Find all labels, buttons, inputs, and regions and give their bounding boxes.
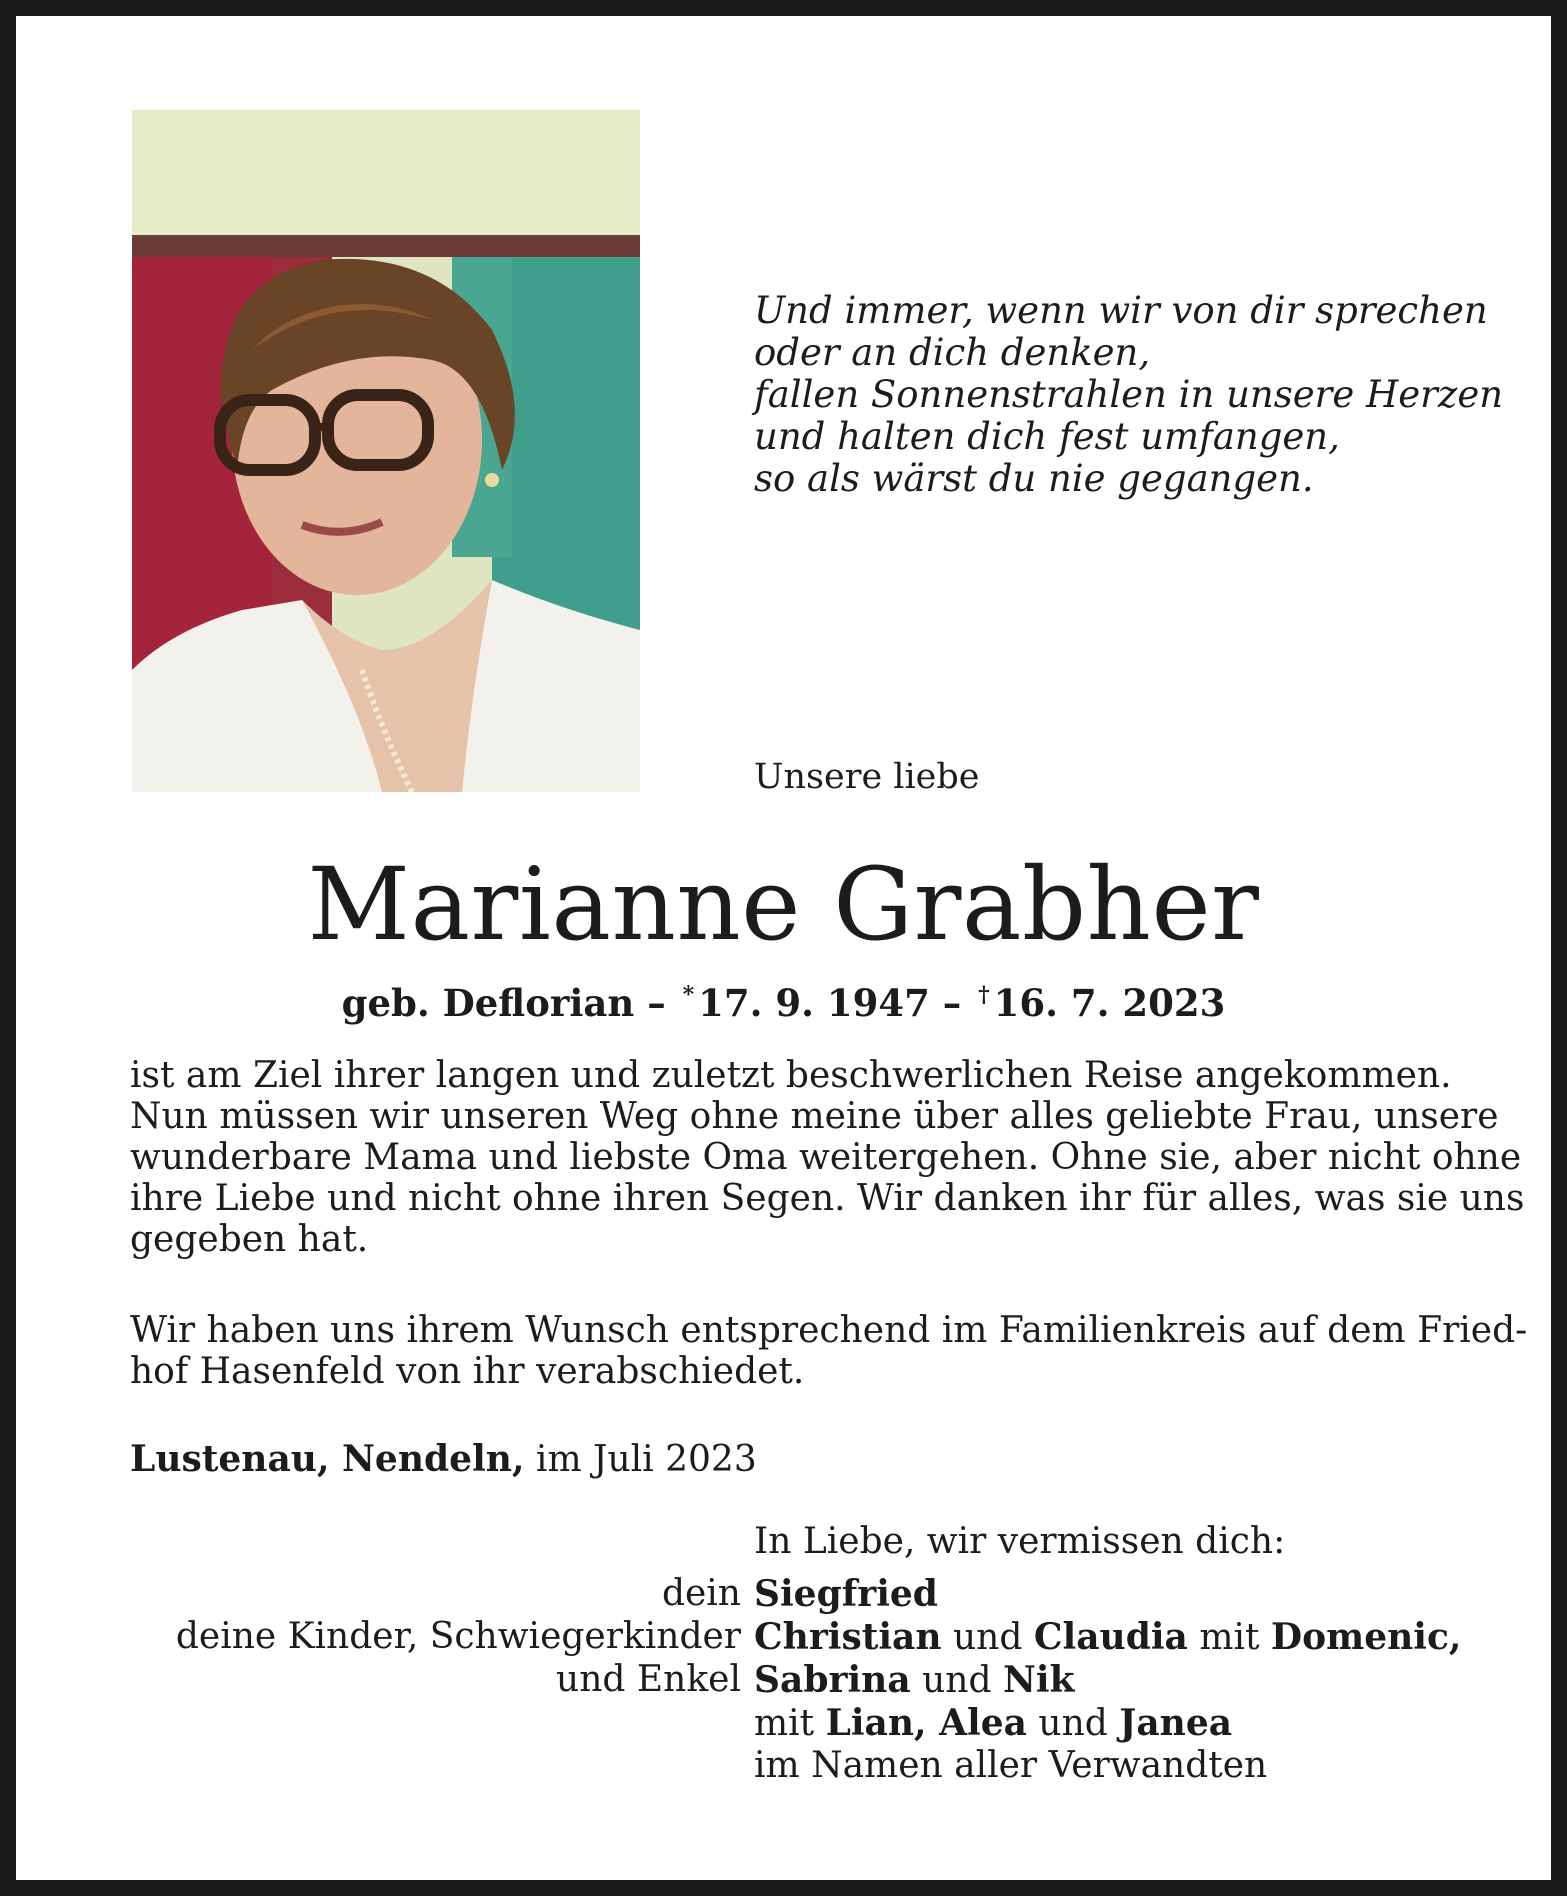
paragraph-line: hof Hasenfeld von ihr verabschiedet. [130,1351,805,1392]
mourner-name: Janea [1119,1702,1233,1744]
portrait-photo-icon [132,110,640,792]
death-date: 16. 7. 2023 [993,981,1226,1025]
closing-line: In Liebe, wir vermissen dich: [754,1521,1286,1562]
mourner-row [130,1702,1510,1745]
paragraph-line: Wir haben uns ihrem Wunsch entsprechend im Familienkreis auf dem Fried- [130,1310,1528,1351]
mourner-name: Domenic, [1270,1616,1462,1658]
mourner-name: Lian, Alea [825,1702,1027,1744]
place-date [130,1437,757,1482]
relation-label: und Enkel [556,1659,741,1700]
mourner-row [130,1616,1510,1659]
quote-line: oder an dich denken, [754,331,1151,374]
deceased-name: Marianne Grabher [307,846,1260,963]
relatives-note: im Namen aller Verwandten [754,1745,1268,1786]
dash: – [929,981,975,1025]
mourners-list [130,1573,1510,1787]
mourner-row [130,1659,1510,1702]
memorial-quote [754,289,1504,500]
mourner-row [130,1573,1510,1616]
relation-label: deine Kinder, Schwiegerkinder [175,1616,741,1657]
birth-symbol: * [682,982,695,1008]
quote-line: fallen Sonnenstrahlen in unsere Herzen [754,373,1504,416]
quote-line: und halten dich fest umfangen, [754,415,1340,458]
mourner-name: Claudia [1033,1616,1188,1658]
dash: – [634,981,679,1025]
death-symbol: † [978,982,990,1008]
life-dates [0,972,1567,1026]
mourner-name: Christian [754,1616,942,1658]
place-names: Lustenau, Nendeln, [130,1438,525,1480]
connector: mit [754,1703,826,1744]
intro-text: Unsere liebe [754,757,980,797]
quote-line: so als wärst du nie gegangen. [754,457,1314,500]
connector: mit [1187,1617,1271,1658]
mourner-name: Sabrina [754,1659,911,1701]
quote-line: Und immer, wenn wir von dir sprechen [754,289,1488,332]
connector: und [1026,1703,1120,1744]
paragraph-line: Nun müssen wir unseren Weg ohne meine über alles geliebte Frau, unsere [130,1096,1499,1137]
paragraph-line: ist am Ziel ihrer langen und zuletzt beschwerlichen Reise angekommen. [130,1055,1452,1096]
connector: und [941,1617,1034,1658]
paragraph-line: ihre Liebe und nicht ohne ihren Segen. Wir danken ihr für alles, was sie uns [130,1178,1525,1219]
connector: und [910,1660,1003,1701]
farewell-paragraph [130,1310,1528,1392]
place-date-text: im Juli 2023 [524,1439,757,1480]
portrait-photo [132,110,640,792]
mourner-name: Siegfried [754,1573,938,1615]
paragraph-line: wunderbare Mama und liebste Oma weitergehen. Ohne sie, aber nicht ohne [130,1137,1522,1178]
born-name: geb. Deflorian [341,981,635,1025]
relation-label: dein [661,1573,741,1614]
paragraph-line: gegeben hat. [130,1219,369,1260]
birth-date: 17. 9. 1947 [698,981,930,1025]
mourner-name: Nik [1002,1659,1075,1701]
mourner-row [130,1745,1510,1787]
main-paragraph [130,1055,1525,1260]
